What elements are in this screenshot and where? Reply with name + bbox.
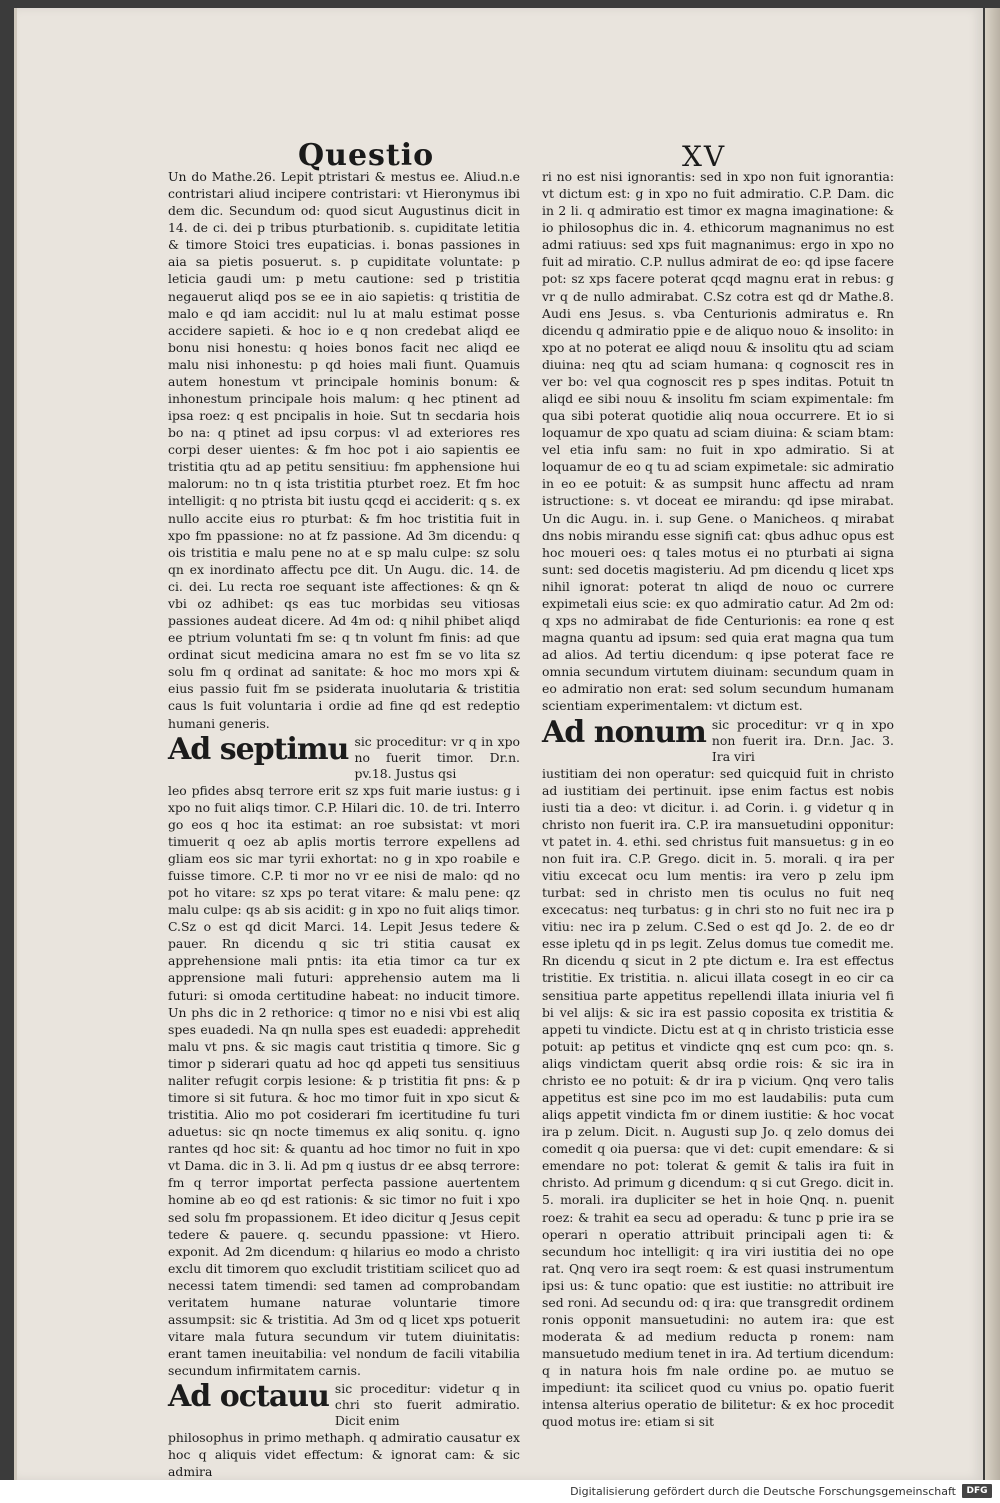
page-header-numeral: XV: [682, 140, 727, 173]
footer-credit: Digitalisierung gefördert durch die Deutsche Forschungsgemeinschaft: [570, 1485, 956, 1498]
heading-side-text: sic proceditur: videtur q in chri sto fuerit admiratio. Dicit enim: [334, 1381, 520, 1429]
heading-big-text: Ad octauu: [168, 1379, 329, 1415]
right-paragraph-2: iustitiam dei non operatur: sed quicquid fuit in christo ad iustitiam dei pertinuit. ipse enim factus est nobis iusti tia a deo: vt dicitur. i. ad Corin. i. g videtur q in christo non fuerit ira. C.P. ira mansuetudini opponitur: vt patet in. 4. ethi. sed christus fuit mansuetus: g in eo non fuit ira. C.P. Grego. dicit in. 5. morali. q ira per vitiu excecat ocu lum mentis: ira vero p zelu ipm turbat: sed in christo men tis oculus no fuit neq excecatus: neq turbatus: g in chri sto no fuit nec ira p vitiu: nec ira p zelum. C.Sed o est qd Jo. 2. de eo dr esse ipletu qd in ps legit. Zelus domus tue comedit me. Rn dicendu q sicut in 2 pte dictum e. Ira est effectus tristitie. Ex tristitia. n. alicui illata cosegt in eo cir ca sensitiua parte appetitus repellendi illata iniuria vel fi bi vel alijs: & sic ira est passio coposita ex tristitia & appeti tu vindicte. Dictu est at q in christo tristicia esse potuit: ap petitus et vindicte qnq est cum pco: qn. s. aliqs vindictam querit absq ordie rois: & sic ira in christo ee no potuit: & dr ira p vicium. Qnq vero talis appetitus est sine pco im mo est laudabilis: puta cum aliqs appetit vindicta fm or dinem iustitie: & hoc vocat ira p zelum. Dicit. n. Augusti sup Jo. q zelo domus dei comedit q oia puersa: que vi det: cupit emendare: & si emendare no pot: tolerat & gemit & talis ira fuit in christo. Ad primum g dicendum: q si cut Grego. dicit in. 5. morali. ira dupliciter se het in hoie Qnq. n. puenit roez: & trahit ea secu ad operadu: & tunc p prie ira se operari n operatio attribuit principali agen ti: & secundum hoc intelligit: q ira viri iustitia dei no ope rat. Qnq vero ira seqt roem: & est quasi instrumentum ipsi us: & tunc opatio: que est iustitie: no attribuit ire sed roni. Ad secundu od: q ira: que transgredit ordinem ronis opponit mansuetudini: no autem ira: que est moderata & ad medium reducta p ronem: nam mansuetudo medium tenet in ira. Ad tertium dicendum: q in natura hois fm nale ordine po. ae mutuo se impediunt: ita scilicet quod cu vnius po. opatio fuerit intensa alterius operatio de bilitetur: & ex hoc procedit quod motus ire: etiam si sit: [542, 765, 894, 1430]
dfg-logo-icon: DFG: [962, 1484, 992, 1498]
left-text-column: [168, 168, 520, 1480]
heading-big-text: Ad nonum: [542, 714, 706, 750]
heading-side-text: sic proceditur: vr q in xpo non fuerit ira. Dr.n. Jac. 3. Ira viri: [711, 716, 894, 764]
right-text-column: [542, 168, 894, 1430]
page-edge: [985, 8, 1000, 1480]
heading-big-text: Ad septimu: [168, 731, 349, 767]
digitization-footer: [0, 1480, 1000, 1503]
heading-side-text: sic proceditur: vr q in xpo no fuerit timor. Dr.n. pv.18. Justus qsi: [354, 733, 520, 781]
left-paragraph-3: philosophus in primo methaph. q admiratio causatur ex hoc q aliquis videt effectum: & ignorat cam: & sic admira: [168, 1430, 520, 1480]
article-heading-nonum: [542, 714, 894, 765]
left-paragraph-2: leo pfides absq terrore erit sz xps fuit marie iustus: g i xpo no fuit aliqs timor. C.P. Hilari dic. 10. de tri. Interro go eos q hoc ita estimat: an roe subsistat: vt mori timuerit q oez ab aplis mortis terrore expellens ad gliam eos sic mar tyrii exhortat: no g in xpo roabile e fuisse timore. C.P. ti mor no vr ee nisi de malo: qd no pot ho vitare: sz xps po terat vitare: & malu pene: qz malu culpe: qs ab sis acidit: g in xpo no fuit aliqs timor. C.Sz o est qd dicit Marci. 14. Lepit Jesus tedere & pauer. Rn dicendu q sic tri stitia causat ex apprehensione mali pntis: ita etia timor ca tur ex apprensione mali futuri: apprehensio autem ma li futuri: si omoda certitudine habeat: no inducit timore. Un phs dic in 2 rethorice: q timor no e nisi vbi est aliq spes euadedi. Na qn nulla spes est euadedi: apprehedit malu vt pns. & sic magis caut tristitia q timore. Sic g timor p siderari quatu ad hoc qd appeti tus sensitiuus naliter refugit corpis lesione: & p tristitia fit pns: & p timore si sit futura. & hoc mo timor fuit in xpo sicut & tristitia. Alio mo pot cosiderari fm icertitudine fu turi aduetus: sic qn nocte timemus ex aliq sonitu. q. igno rantes qd hoc sit: & quantu ad hoc timor no fuit in xpo vt Dama. dic in 3. li. Ad pm q iustus dr ee absq terrore: fm q terror importat perfecta passione auertentem homine ab eo qd est rationis: & sic timor no fuit i xpo sed solu fm propassionem. Et ideo dicitur q Jesus cepit tedere & pauere. q. secundu ppassione: vt Hiero. exponit. Ad 2m dicendum: q hilarius eo modo a christo exclu dit timorem quo excludit tristitiam scilicet quo ad necessi tatem timendi: sed tamen ad comprobandam veritatem humane naturae voluntarie timore assumpsit: sic & tristitia. Ad 3m od q licet xps potuerit vitare mala futura secundum vir tutem diuinitatis: erant tamen ineuitabilia: vel nondum de facili vitabilia secundum infirmitatem carnis.: [168, 782, 520, 1379]
left-paragraph-1: Un do Mathe.26. Lepit ptristari & mestus ee. Aliud.n.e contristari aliud incipere contristari: vt Hieronymus ibi dem dic. Secundum od: quod sicut Augustinus dicit in 14. de ci. dei p tribus pturbationib. s. cupiditate letitia & timore Stoici tres eupaticias. i. bonas passiones in aia sa pietis posuerut. s. p cupiditate voluntate: p leticia gaudi um: p metu cautione: sed p tristitia negauerut aliqd pos se ee in aio sapietis: q tristitia de malo e qd iam accidit: nul lu at malu estimat posse accidere sapieti. & hoc io e q non credebat aliqd ee bonu nisi honestu: q hoies bonos facit nec aliqd ee malu nisi inhonestu: p qd hoies mali fiunt. Quamuis autem honestum vt principale hominis bonum: & inhonestum principale hois malum: q hec ptinent ad ipsa roez: q est pncipalis in hoie. Sut tn secdaria hois bo na: q ptinet ad ipsu corpus: vl ad exteriores res corpi deser uientes: & fm hoc pot i aio sapientis ee tristitia qtu ad ap petitu sensitiuu: fm apphensione hui malorum: no tn q ista tristitia pturbet roez. Et fm hoc intelligit: q no ptrista bit iustu qcqd ei acciderit: q s. ex nullo accite eius ro pturbat: & fm hoc tristitia fuit in xpo fm ppassione: no at fz passione. Ad 3m dicendu: q ois tristitia e malu pene no at e sp malu culpe: sz solu qn ex inordinato affectu pce dit. Un Augu. dic. 14. de ci. dei. Lu recta roe sequant iste affectiones: & qn & vbi oz adhibet: qs eas tuc morbidas seu vitiosas passiones audeat dicere. Ad 4m od: q nihil phibet aliqd ee ptrium voluntati fm se: q tn volunt fm finis: ad que ordinat sicut medicina amara no est fm se vo lita sz solu fm q ordinat ad sanitate: & hoc mo mors xpi & eius passio fuit fm se psiderata inuolutaria & tristitia caus ls fuit voluntaria i ordie ad fine qd est redeptio humani generis.: [168, 169, 520, 731]
page-header-title: Questio: [298, 138, 435, 173]
article-heading-octauum: [168, 1381, 520, 1429]
right-paragraph-1: ri no est nisi ignorantis: sed in xpo non fuit ignorantia: vt dictum est: g in xpo no fuit admiratio. C.P. Dam. dic in 2 li. q admiratio est timor ex magna imaginatione: & io philosophus dic in. 4. ethicorum magnanimus no est admi ratiuus: sed xps fuit magnanimus: ergo in xpo no fuit ad miratio. C.P. nullus admirat de eo: qd ipse facere pot: sz xps facere poterat qcqd magnu erat in rebus: g vr q de nullo admirabat. C.Sz cotra est qd dr Mathe.8. Audi ens Jesus. s. vba Centurionis admiratus e. Rn dicendu q admiratio ppie e de aliquo nouo & insolito: in xpo at no poterat ee aliqd nouu & insolitu qtu ad sciam diuina: neq qtu ad sciam humana: q cognoscit res in ver bo: vel qua cognoscit res p spes inditas. Potuit tn aliqd ee sibi nouu & insolitu fm sciam expimentale: fm qua sibi poterat quotidie aliq noua occurrere. Et io si loquamur de xpo quatu ad sciam diuina: & sciam btam: vel etia infu sam: no fuit in xpo admiratio. Si at loquamur de eo q tu ad sciam expimetale: sic admiratio in eo ee potuit: & as sumpsit hunc affectu ad nram istructione: s. vt doceat ee mirandu: qd ipse mirabat. Un dic Augu. in. i. sup Gene. o Manicheos. q mirabat dns nobis mirandu esse signifi cat: qbus adhuc opus est hoc moueri oes: q tales motus ei no pturbati ai signa sunt: sed docetis magisteriu. Ad pm dicendu q licet xps nihil ignorat: poterat tn aliqd de nouo oc currere expimetali eius scie: ex quo admiratio catur. Ad 2m od: q xps no admirabat de fide Centurionis: ea rone q est magna quantu ad ipsum: sed quia erat magna qua tum ad alios. Ad tertiu dicendum: q ipse poterat face re omnia secundum virtutem diuinam: secundum quam in eo admiratio non erat: sed solum secundum humanam scientiam experimentalem: vt dictum est.: [542, 169, 894, 714]
article-heading-septimum: [168, 731, 520, 782]
